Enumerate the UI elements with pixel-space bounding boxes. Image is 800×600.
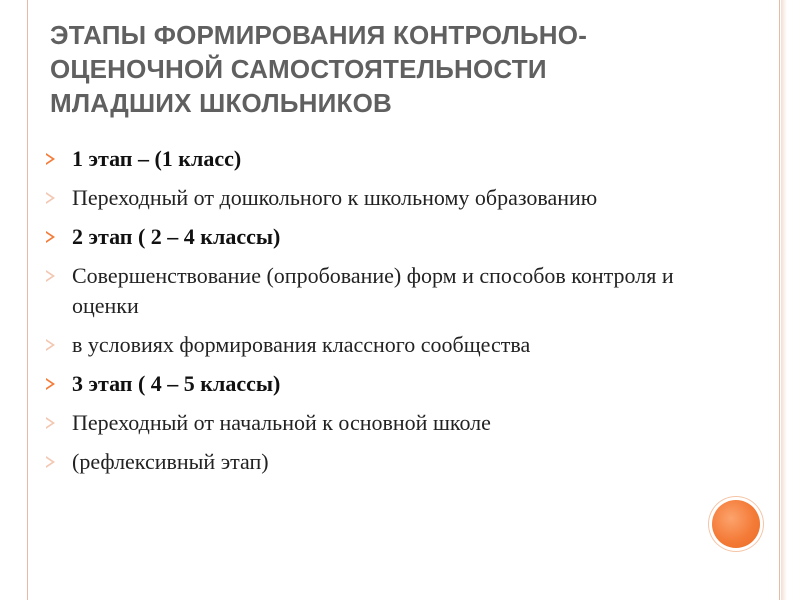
slide-title-line-3: МЛАДШИХ ШКОЛЬНИКОВ <box>50 88 392 118</box>
slide-content-list <box>46 144 726 486</box>
orange-circle-decoration <box>712 500 760 548</box>
item-text: Переходный от дошкольного к школьному образованию <box>72 185 598 210</box>
item-text: (рефлексивный этап) <box>72 449 269 474</box>
stage-heading-item <box>46 222 726 252</box>
item-text: 3 этап ( 4 – 5 классы) <box>72 371 281 396</box>
arrow-bullet-icon <box>46 339 55 351</box>
slide-title <box>50 18 750 120</box>
arrow-bullet-icon <box>46 417 55 429</box>
arrow-bullet-icon <box>46 378 55 390</box>
stage-description-item <box>46 408 726 438</box>
stage-description-item <box>46 261 726 321</box>
item-text: Переходный от начальной к основной школе <box>72 410 491 435</box>
stage-heading-item <box>46 144 726 174</box>
item-text: 1 этап – (1 класс) <box>72 146 242 171</box>
item-text: в условиях формирования классного сообщества <box>72 332 531 357</box>
item-text: Совершенствование (опробование) форм и способов контроля и оценки <box>72 263 674 318</box>
item-text: 2 этап ( 2 – 4 классы) <box>72 224 281 249</box>
arrow-bullet-icon <box>46 456 55 468</box>
arrow-bullet-icon <box>46 192 55 204</box>
slide-title-line-1: ЭТАПЫ ФОРМИРОВАНИЯ КОНТРОЛЬНО- <box>50 20 588 50</box>
slide-title-line-2: ОЦЕНОЧНОЙ САМОСТОЯТЕЛЬНОСТИ <box>50 54 547 84</box>
arrow-bullet-icon <box>46 153 55 165</box>
stage-description-item <box>46 330 726 360</box>
stage-description-item <box>46 447 726 477</box>
arrow-bullet-icon <box>46 231 55 243</box>
stage-heading-item <box>46 369 726 399</box>
slide-frame-shadow <box>781 0 787 600</box>
stage-description-item <box>46 183 726 213</box>
arrow-bullet-icon <box>46 270 55 282</box>
